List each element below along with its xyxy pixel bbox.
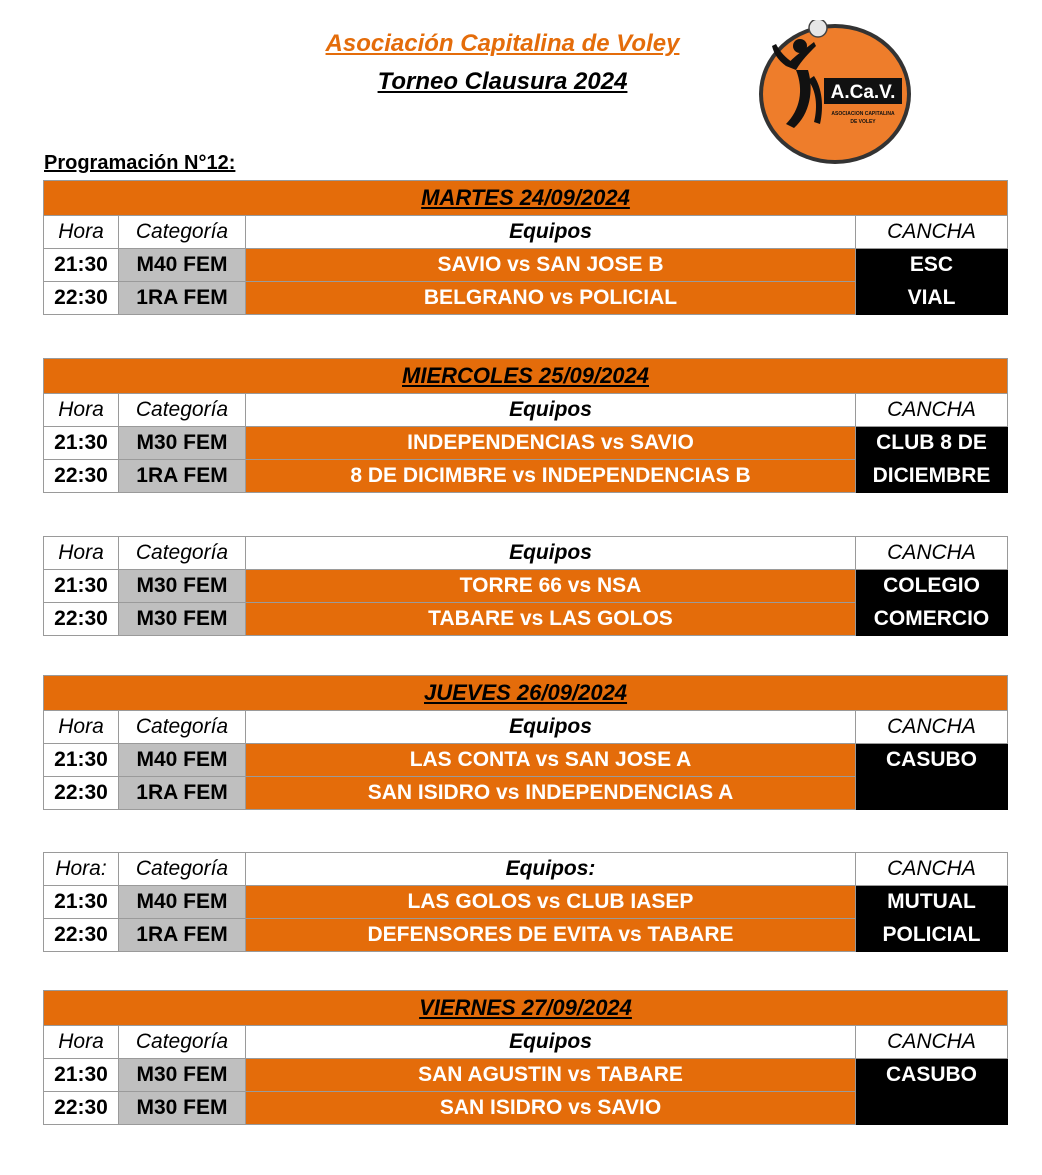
match-teams: SAN AGUSTIN vs TABARE (246, 1059, 856, 1092)
col-hora: Hora: (44, 853, 119, 886)
match-teams: TABARE vs LAS GOLOS (246, 603, 856, 636)
match-teams: BELGRANO vs POLICIAL (246, 282, 856, 315)
match-row (44, 570, 1008, 603)
match-category: M30 FEM (119, 1059, 246, 1092)
match-time: 22:30 (44, 282, 119, 315)
col-equipos: Equipos: (246, 853, 856, 886)
match-court: CLUB 8 DE (856, 427, 1008, 460)
match-category: 1RA FEM (119, 777, 246, 810)
match-category: M40 FEM (119, 249, 246, 282)
col-cancha: CANCHA (856, 853, 1008, 886)
col-hora: Hora (44, 216, 119, 249)
logo-subtext-1: ASOCIACION CAPITALINA (831, 111, 895, 117)
match-row (44, 886, 1008, 919)
match-teams: SAN ISIDRO vs SAVIO (246, 1092, 856, 1125)
match-teams: LAS CONTA vs SAN JOSE A (246, 744, 856, 777)
match-row (44, 603, 1008, 636)
org-title: Asociación Capitalina de Voley (325, 30, 680, 57)
match-category: 1RA FEM (119, 460, 246, 493)
col-equipos: Equipos (246, 537, 856, 570)
schedule-block-miercoles-2 (43, 536, 1007, 636)
col-cancha: CANCHA (856, 1026, 1008, 1059)
match-row (44, 744, 1008, 777)
col-cancha: CANCHA (856, 216, 1008, 249)
match-row (44, 249, 1008, 282)
day-header: VIERNES 27/09/2024 (44, 991, 1008, 1026)
match-category: 1RA FEM (119, 919, 246, 952)
match-time: 21:30 (44, 744, 119, 777)
day-header: MIERCOLES 25/09/2024 (44, 359, 1008, 394)
match-time: 22:30 (44, 1092, 119, 1125)
col-categoria: Categoría (119, 537, 246, 570)
match-time: 22:30 (44, 919, 119, 952)
col-categoria: Categoría (119, 711, 246, 744)
match-category: M30 FEM (119, 603, 246, 636)
col-hora: Hora (44, 394, 119, 427)
schedule-block-martes (43, 180, 1007, 315)
col-equipos: Equipos (246, 216, 856, 249)
col-categoria: Categoría (119, 1026, 246, 1059)
match-teams: SAN ISIDRO vs INDEPENDENCIAS A (246, 777, 856, 810)
match-row (44, 777, 1008, 810)
tournament-title: Torneo Clausura 2024 (377, 68, 628, 95)
match-category: 1RA FEM (119, 282, 246, 315)
match-time: 21:30 (44, 249, 119, 282)
match-category: M40 FEM (119, 886, 246, 919)
schedule-block-miercoles (43, 358, 1007, 493)
day-header: MARTES 24/09/2024 (44, 181, 1008, 216)
match-court (856, 777, 1008, 810)
match-time: 22:30 (44, 777, 119, 810)
match-court: MUTUAL (856, 886, 1008, 919)
match-teams: SAVIO vs SAN JOSE B (246, 249, 856, 282)
col-cancha: CANCHA (856, 711, 1008, 744)
match-row (44, 460, 1008, 493)
match-row (44, 919, 1008, 952)
match-time: 21:30 (44, 427, 119, 460)
match-row (44, 427, 1008, 460)
match-court: COLEGIO (856, 570, 1008, 603)
col-equipos: Equipos (246, 1026, 856, 1059)
match-court: VIAL (856, 282, 1008, 315)
match-category: M40 FEM (119, 744, 246, 777)
match-teams: LAS GOLOS vs CLUB IASEP (246, 886, 856, 919)
day-header: JUEVES 26/09/2024 (44, 676, 1008, 711)
match-time: 21:30 (44, 886, 119, 919)
match-court: CASUBO (856, 744, 1008, 777)
match-court: ESC (856, 249, 1008, 282)
match-row (44, 1059, 1008, 1092)
match-category: M30 FEM (119, 427, 246, 460)
col-hora: Hora (44, 1026, 119, 1059)
acav-logo (756, 20, 914, 166)
match-court: POLICIAL (856, 919, 1008, 952)
match-row (44, 1092, 1008, 1125)
col-categoria: Categoría (119, 853, 246, 886)
match-time: 21:30 (44, 570, 119, 603)
col-hora: Hora (44, 537, 119, 570)
match-teams: 8 DE DICIMBRE vs INDEPENDENCIAS B (246, 460, 856, 493)
schedule-block-jueves (43, 675, 1007, 810)
match-teams: TORRE 66 vs NSA (246, 570, 856, 603)
match-time: 21:30 (44, 1059, 119, 1092)
col-hora: Hora (44, 711, 119, 744)
match-teams: DEFENSORES DE EVITA vs TABARE (246, 919, 856, 952)
col-equipos: Equipos (246, 394, 856, 427)
match-category: M30 FEM (119, 570, 246, 603)
match-court: COMERCIO (856, 603, 1008, 636)
logo-subtext-2: DE VOLEY (850, 119, 876, 125)
col-categoria: Categoría (119, 394, 246, 427)
schedule-block-viernes (43, 990, 1007, 1125)
col-categoria: Categoría (119, 216, 246, 249)
program-label: Programación N°12: (44, 152, 236, 174)
col-cancha: CANCHA (856, 537, 1008, 570)
match-court (856, 1092, 1008, 1125)
match-court: CASUBO (856, 1059, 1008, 1092)
match-category: M30 FEM (119, 1092, 246, 1125)
col-cancha: CANCHA (856, 394, 1008, 427)
match-row (44, 282, 1008, 315)
schedule-block-jueves-2 (43, 852, 1007, 952)
logo-text: A.Ca.V. (830, 82, 896, 103)
match-time: 22:30 (44, 603, 119, 636)
match-court: DICIEMBRE (856, 460, 1008, 493)
match-time: 22:30 (44, 460, 119, 493)
match-teams: INDEPENDENCIAS vs SAVIO (246, 427, 856, 460)
col-equipos: Equipos (246, 711, 856, 744)
